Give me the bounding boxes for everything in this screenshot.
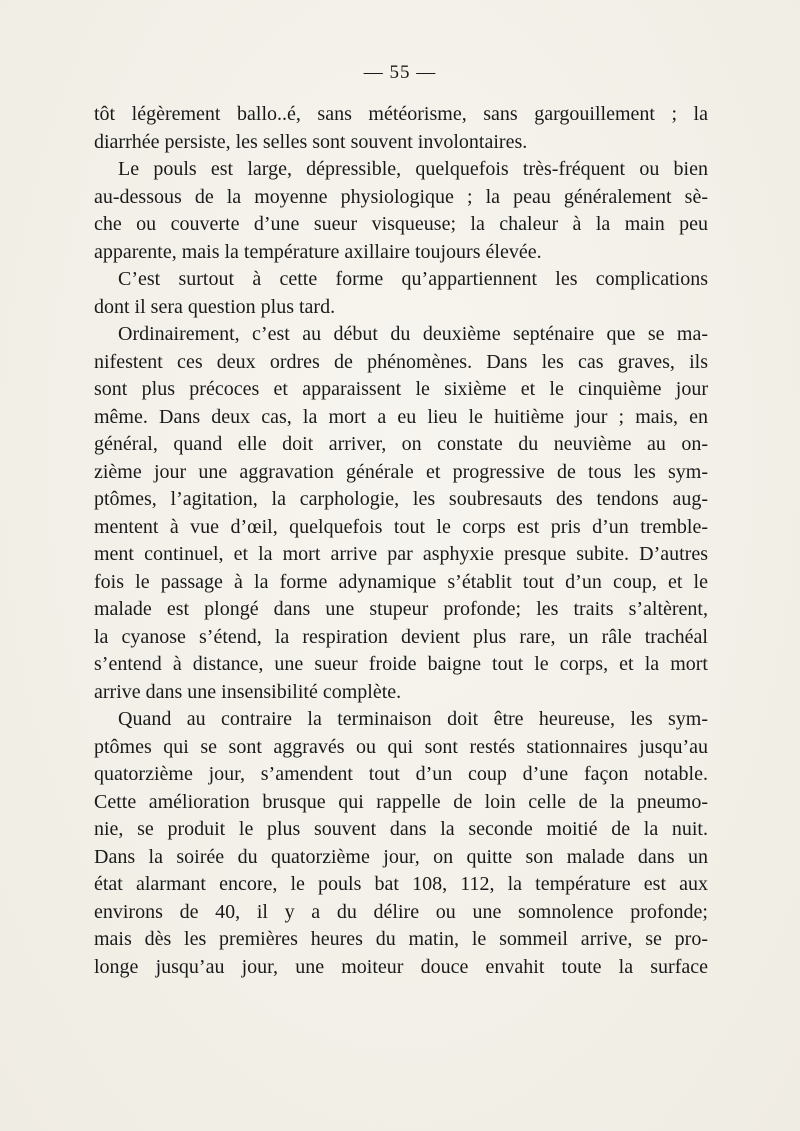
text-line: ptômes, l’agitation, la carphologie, les soubresauts des tendons aug- — [94, 488, 708, 510]
text-line: che ou couverte d’une sueur visqueuse; la chaleur à la main peu — [94, 213, 708, 235]
page-number: — 55 — — [363, 62, 437, 83]
text-line: fois le passage à la forme adynamique s’établit tout d’un coup, et le — [94, 570, 708, 593]
body-text — [94, 101, 708, 981]
text-line: ptômes qui se sont aggravés ou qui sont restés stationnaires jusqu’au — [94, 735, 708, 758]
text-line: Dans la soirée du quatorzième jour, on quitte son malade dans un — [94, 845, 708, 868]
text-line: s’entend à distance, une sueur froide baigne tout le corps, et la mort — [94, 653, 708, 675]
text-line: mentent à vue d’œil, quelquefois tout le corps est pris d’un tremble- — [94, 515, 708, 538]
text-line: Ordinairement, c’est au début du deuxième septénaire que se ma- — [118, 323, 708, 345]
text-line: ment continuel, et la mort arrive par asphyxie presque subite. D’autres — [94, 543, 708, 565]
text-line: Cette amélioration brusque qui rappelle de loin celle de la pneumo- — [94, 790, 708, 813]
text-line: longe jusqu’au jour, une moiteur douce envahit toute la surface — [94, 955, 708, 978]
text-line: la cyanose s’étend, la respiration devient plus rare, un râle trachéal — [94, 625, 708, 648]
text-line: apparente, mais la température axillaire toujours élevée. — [94, 240, 542, 263]
text-line: dont il sera question plus tard. — [94, 295, 336, 318]
text-line: même. Dans deux cas, la mort a eu lieu le huitième jour ; mais, en — [94, 405, 708, 428]
text-line: au-dessous de la moyenne physiologique ; la peau généralement sè- — [94, 185, 708, 208]
text-line: quatorzième jour, s’amendent tout d’un coup d’une façon notable. — [94, 763, 708, 785]
text-line: environs de 40, il y a du délire ou une somnolence profonde; — [94, 900, 708, 923]
text-line: général, quand elle doit arriver, on constate du neuvième au on- — [94, 433, 708, 455]
text-line: état alarmant encore, le pouls bat 108, 112, la température est aux — [94, 873, 708, 895]
text-line: nifestent ces deux ordres de phénomènes. Dans les cas graves, ils — [94, 350, 708, 373]
text-line: Le pouls est large, dépressible, quelquefois très-fréquent ou bien — [118, 158, 708, 180]
text-line: C’est surtout à cette forme qu’appartiennent les complications — [118, 268, 708, 290]
text-line: diarrhée persiste, les selles sont souvent involontaires. — [94, 130, 528, 153]
text-line: Quand au contraire la terminaison doit être heureuse, les sym- — [118, 708, 708, 730]
text-line: nie, se produit le plus souvent dans la seconde moitié de la nuit. — [94, 818, 708, 840]
text-line: malade est plongé dans une stupeur profonde; les traits s’altèrent, — [94, 598, 708, 620]
text-line: sont plus précoces et apparaissent le sixième et le cinquième jour — [94, 378, 708, 400]
text-line: arrive dans une insensibilité complète. — [94, 680, 402, 703]
text-line: tôt légèrement ballo..é, sans météorisme, sans gargouillement ; la — [94, 103, 708, 125]
text-line: zième jour une aggravation générale et progressive de tous les sym- — [94, 460, 708, 483]
text-line: mais dès les premières heures du matin, le sommeil arrive, se pro- — [94, 928, 708, 950]
